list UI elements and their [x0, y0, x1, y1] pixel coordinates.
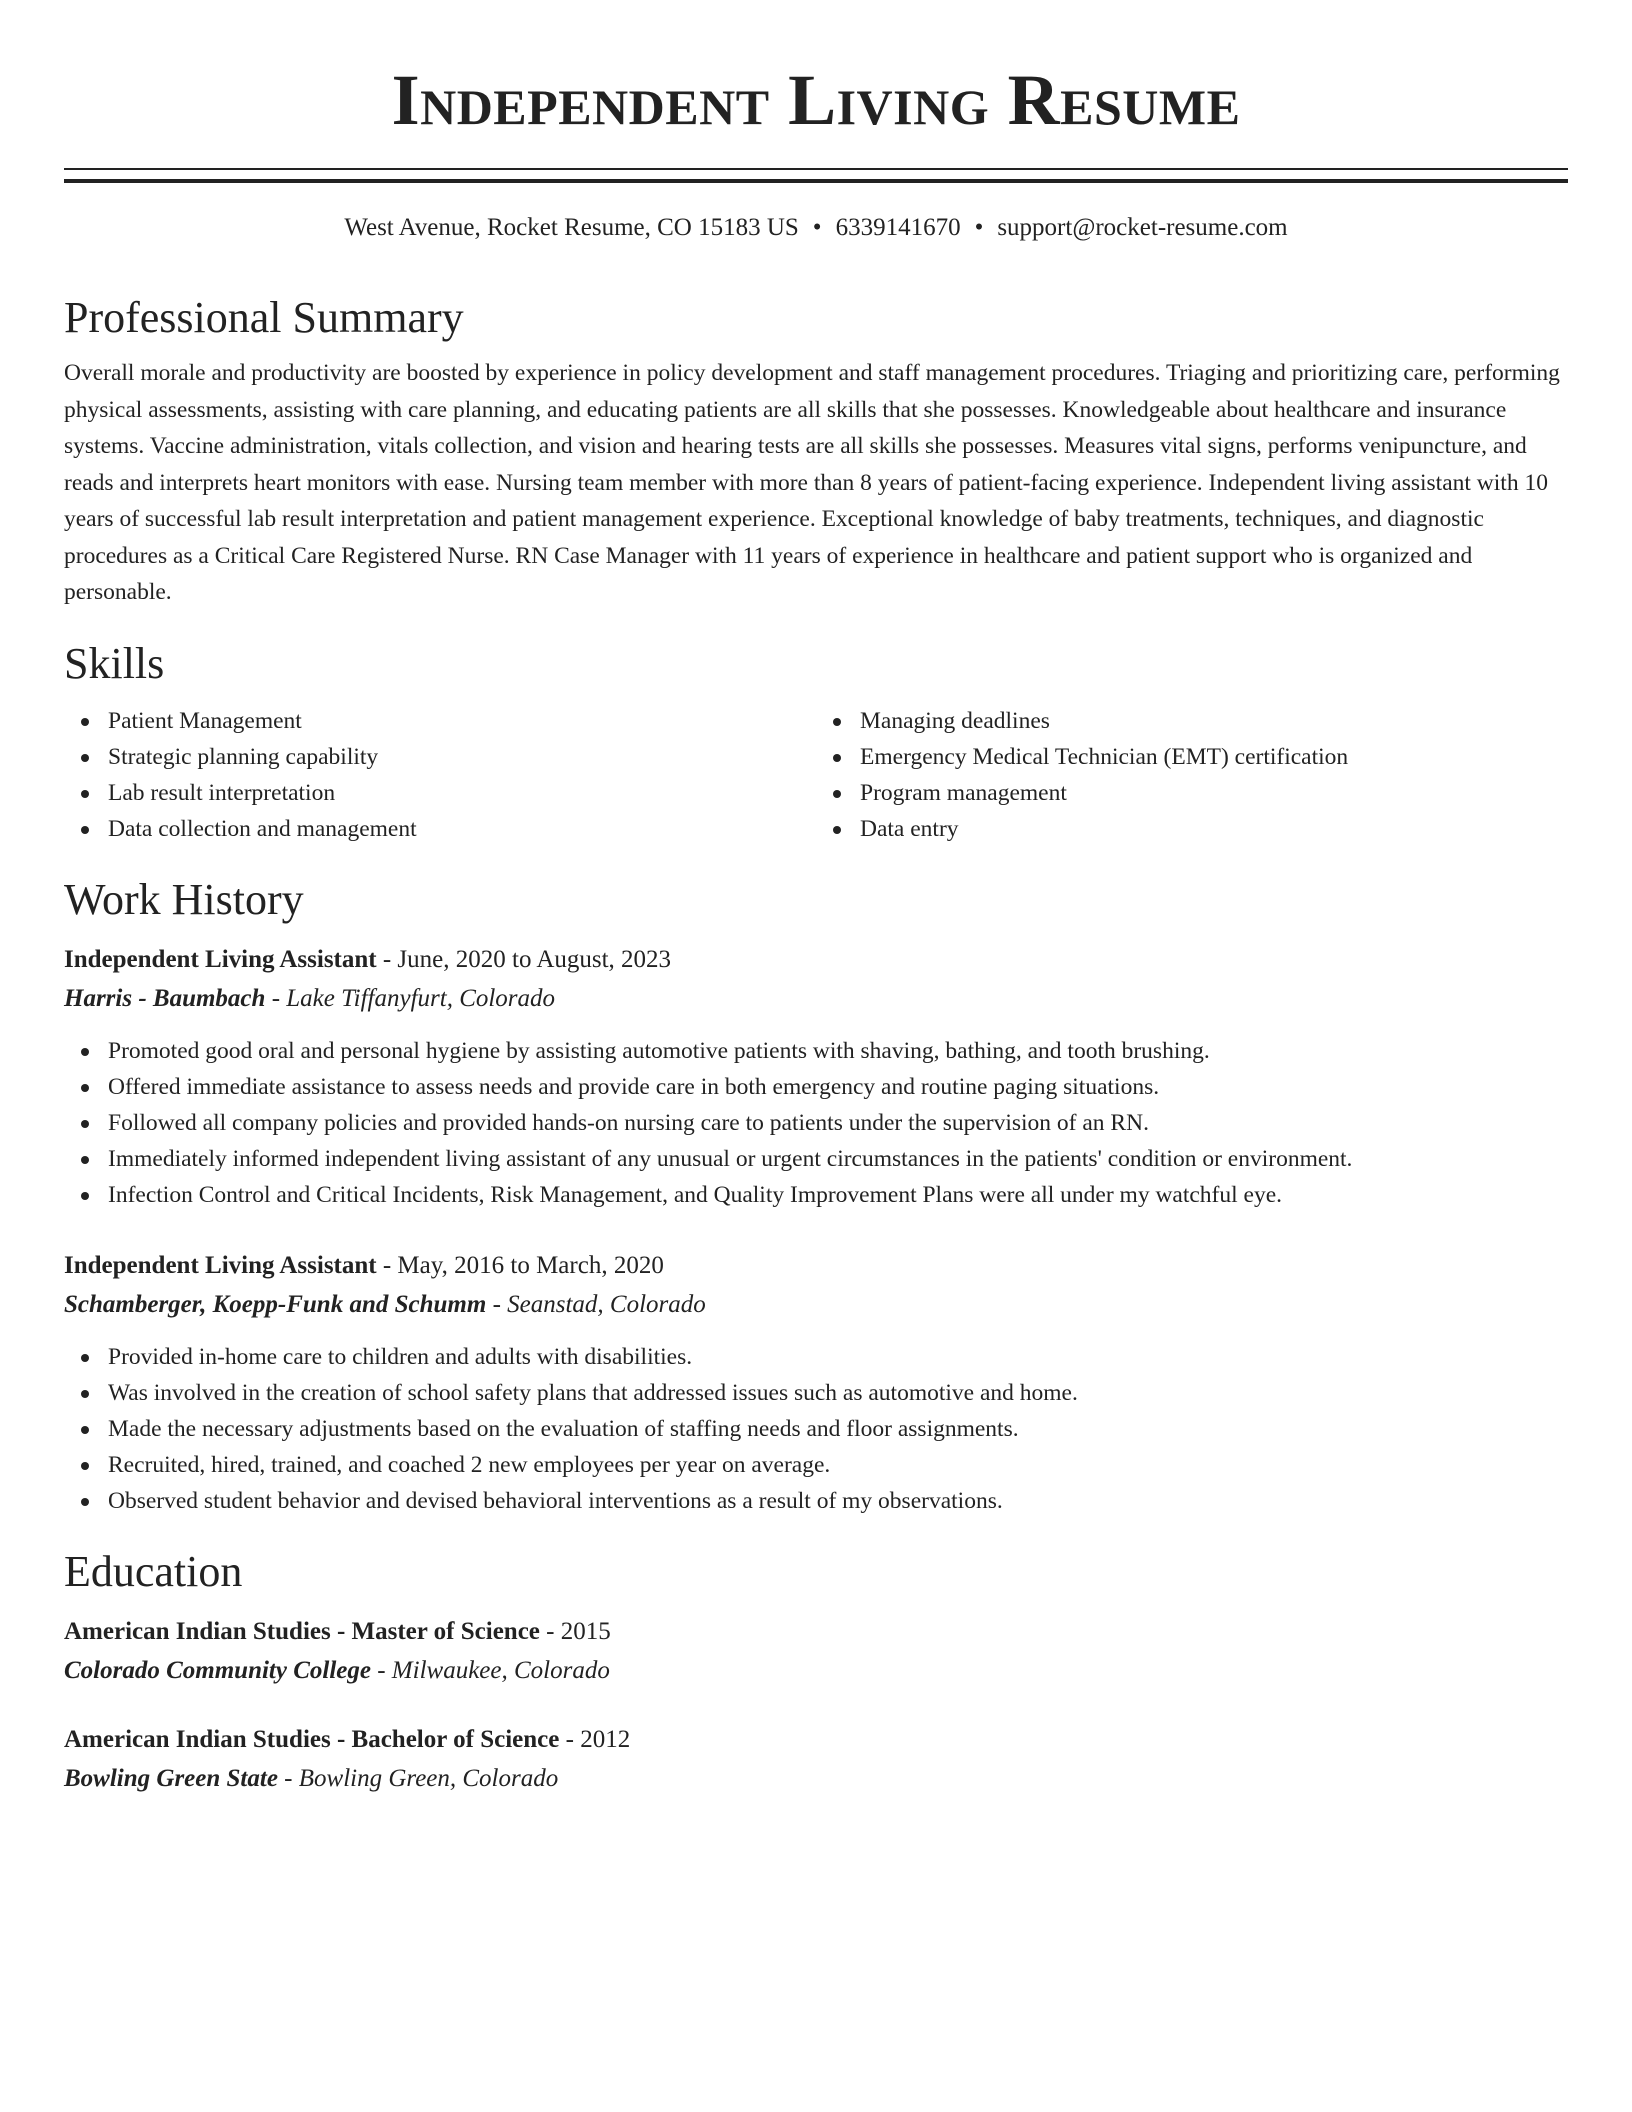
skill-item: Lab result interpretation	[108, 775, 816, 811]
job-duties-list	[64, 1033, 1568, 1213]
skill-item: Data collection and management	[108, 811, 816, 847]
contact-email: support@rocket-resume.com	[997, 214, 1288, 241]
resume-title: Independent Living Resume	[391, 60, 1241, 140]
job-dates: - May, 2016 to March, 2020	[376, 1251, 664, 1279]
skill-item: Data entry	[860, 811, 1568, 847]
school-location: - Bowling Green, Colorado	[277, 1764, 559, 1792]
job-duty-item: Followed all company policies and provided hands-on nursing care to patients under the supervision of an RN.	[108, 1105, 1568, 1141]
job-duty-item: Immediately informed independent living assistant of any unusual or urgent circumstances in the patients' condition or environment.	[108, 1141, 1568, 1177]
education-heading: Education	[64, 1546, 243, 1596]
contact-separator: •	[812, 214, 822, 241]
job-heading	[64, 1247, 1568, 1285]
job-duty-item: Was involved in the creation of school safety plans that addressed issues such as automotive and home.	[108, 1375, 1568, 1411]
contact-line	[64, 211, 1568, 245]
skill-item: Managing deadlines	[860, 703, 1568, 739]
job-duty-item: Infection Control and Critical Incidents, Risk Management, and Quality Improvement Plans were all under my watchful eye.	[108, 1177, 1568, 1213]
job-employer	[64, 979, 1568, 1019]
summary-heading: Professional Summary	[64, 293, 464, 342]
school-name: Colorado Community College	[64, 1656, 371, 1684]
contact-phone: 6339141670	[835, 214, 961, 241]
school-line	[64, 1759, 1568, 1799]
skill-item: Emergency Medical Technician (EMT) certification	[860, 739, 1568, 775]
summary-text: Overall morale and productivity are boosted by experience in policy development and staff management procedures. Triaging and prioritizing care, performing physical assessments, assisting with care planning, and educating patients are all skills that she possesses. Knowledgeable about healthcare and insurance systems. Vaccine administration, vitals collection, and vision and hearing tests are all skills she possesses. Measures vital signs, performs venipuncture, and reads and interprets heart monitors with ease. Nursing team member with more than 8 years of patient-facing experience. Independent living assistant with 10 years of successful lab result interpretation and patient management experience. Exceptional knowledge of baby treatments, techniques, and diagnostic procedures as a Critical Care Registered Nurse. RN Case Manager with 11 years of experience in healthcare and patient support who is organized and personable.	[64, 360, 1560, 605]
job-company: Schamberger, Koepp-Funk and Schumm	[64, 1290, 487, 1318]
skills-column-right	[816, 703, 1568, 847]
skills-heading: Skills	[64, 638, 165, 688]
skills-column-left	[64, 703, 816, 847]
school-line	[64, 1651, 1568, 1691]
job-heading	[64, 941, 1568, 979]
title-divider	[64, 168, 1568, 183]
school-name: Bowling Green State	[64, 1764, 278, 1792]
skill-item: Patient Management	[108, 703, 816, 739]
job-title: Independent Living Assistant	[64, 1251, 377, 1279]
degree-name: American Indian Studies - Master of Science	[64, 1617, 540, 1645]
job-location: - Seanstad, Colorado	[486, 1290, 706, 1318]
job-duty-item: Promoted good oral and personal hygiene by assisting automotive patients with shaving, bathing, and tooth brushing.	[108, 1033, 1568, 1069]
job-duty-item: Provided in-home care to children and adults with disabilities.	[108, 1339, 1568, 1375]
skill-item: Strategic planning capability	[108, 739, 816, 775]
job-employer	[64, 1285, 1568, 1325]
degree-year: - 2015	[539, 1617, 611, 1645]
job-title: Independent Living Assistant	[64, 945, 377, 973]
skill-item: Program management	[860, 775, 1568, 811]
job-duties-list	[64, 1339, 1568, 1519]
job-duty-item: Made the necessary adjustments based on the evaluation of staffing needs and floor assignments.	[108, 1411, 1568, 1447]
job-duty-item: Offered immediate assistance to assess needs and provide care in both emergency and routine paging situations.	[108, 1069, 1568, 1105]
degree-name: American Indian Studies - Bachelor of Science	[64, 1725, 560, 1753]
contact-address: West Avenue, Rocket Resume, CO 15183 US	[344, 214, 799, 241]
degree-heading	[64, 1721, 1568, 1759]
degree-year: - 2012	[559, 1725, 631, 1753]
degree-heading	[64, 1613, 1568, 1651]
job-duty-item: Observed student behavior and devised behavioral interventions as a result of my observations.	[108, 1483, 1568, 1519]
job-duty-item: Recruited, hired, trained, and coached 2 new employees per year on average.	[108, 1447, 1568, 1483]
job-location: - Lake Tiffanyfurt, Colorado	[265, 984, 556, 1012]
job-company: Harris - Baumbach	[64, 984, 266, 1012]
skills-list	[64, 703, 1568, 847]
contact-separator: •	[974, 214, 984, 241]
work-history-heading: Work History	[64, 874, 304, 924]
job-dates: - June, 2020 to August, 2023	[376, 945, 672, 973]
school-location: - Milwaukee, Colorado	[370, 1656, 610, 1684]
